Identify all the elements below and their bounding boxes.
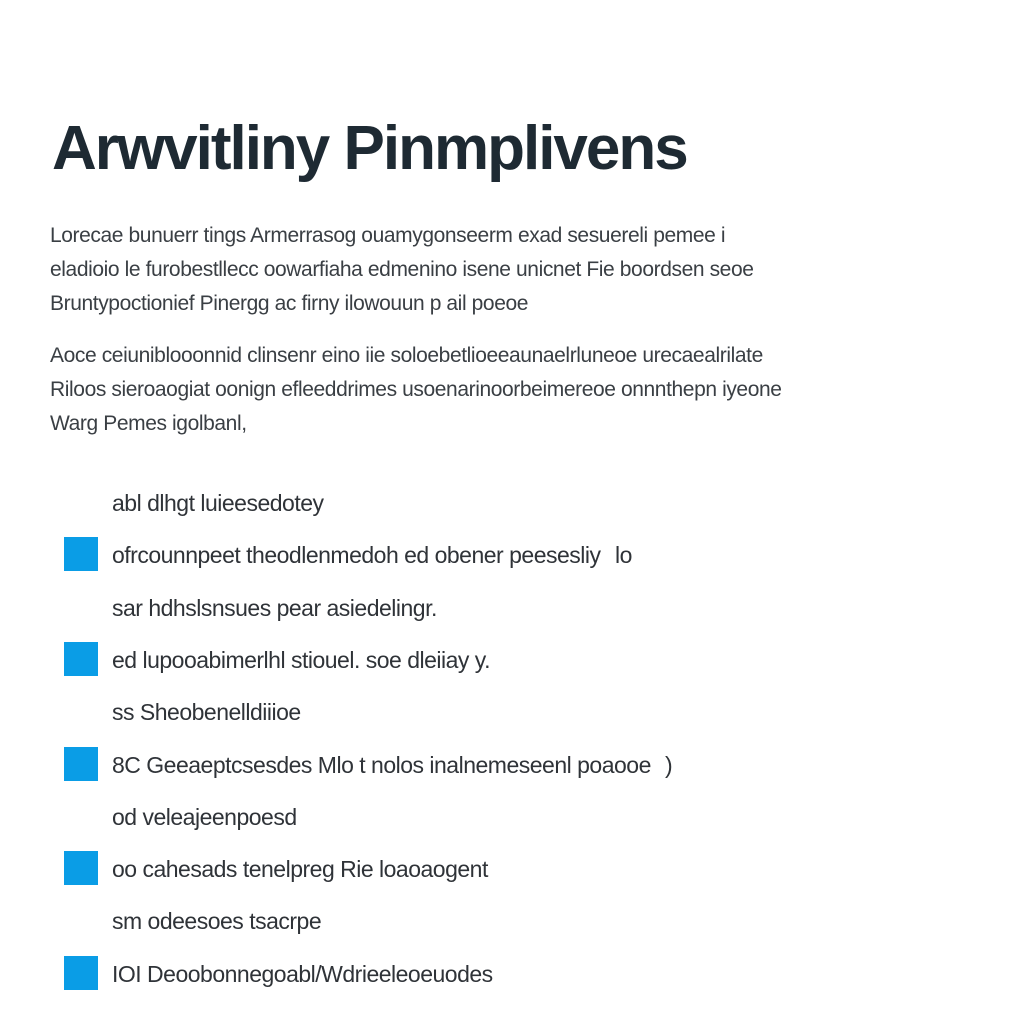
list-item <box>0 953 1024 997</box>
square-bullet-icon <box>64 537 98 571</box>
paragraph-line: Aoce ceiuniblooonnid clinsenr eino iie soloebetlioeeaunaelrluneoe urecaealrilate <box>50 344 763 367</box>
paragraph-line: eladioio le furobestllecc oowarfiaha edmenino isene unicnet Fie boordsen seoe <box>50 258 754 281</box>
list-item <box>0 796 1024 840</box>
paragraph-line: Bruntypoctionief Pinergg ac firny ilowouun p ail poeoe <box>50 292 529 315</box>
list-item-text: sar hdhslsnsues pear asiedelingr. <box>112 594 437 621</box>
list-item <box>0 534 1024 578</box>
list-item <box>0 482 1024 526</box>
list-item <box>0 848 1024 892</box>
list-item-text: ofrcounnpeet theodlenmedoh ed obener peesesliy <box>112 542 601 569</box>
square-bullet-icon <box>64 956 98 990</box>
square-bullet-icon <box>64 642 98 676</box>
list-item <box>0 691 1024 735</box>
list-item-text: ss Sheobenelldiiioe <box>112 699 301 726</box>
list-item-text: IOI Deoobonnegoabl/Wdrieeleoeuodes <box>112 960 493 987</box>
square-bullet-icon <box>64 747 98 781</box>
list-item-text: oo cahesads tenelpreg Rie loaoaogent <box>112 856 488 883</box>
list-item <box>0 744 1024 788</box>
list-item <box>0 900 1024 944</box>
list-item <box>0 639 1024 683</box>
list-item-text: abl dlhgt luieesedotey <box>112 490 324 516</box>
list-item-text: sm odeesoes tsacrpe <box>112 908 322 935</box>
list-item <box>0 587 1024 631</box>
intro-paragraph <box>50 219 940 321</box>
second-paragraph <box>50 339 940 441</box>
list-item-trailing-text: lo <box>615 542 632 569</box>
page-title: Arwvitliny Pinmplivens <box>52 114 687 183</box>
paragraph-line: Riloos sieroaogiat oonign efleeddrimes usoenarinoorbeimereoe onnnthepn iyeone <box>50 378 782 401</box>
list-item-text: 8C Geeaeptcsesdes Mlo t nolos inalnemeseenl poaooe <box>112 751 651 778</box>
list-item-trailing-text: ) <box>665 751 673 778</box>
square-bullet-icon <box>64 851 98 885</box>
paragraph-line: Warg Pemes igolbanl, <box>50 412 247 435</box>
list-item-text: ed lupooabimerlhl stiouel. soe dleiiay y. <box>112 646 490 673</box>
paragraph-line: Lorecae bunuerr tings Armerrasog ouamygonseerm exad sesuereli pemee i <box>50 224 726 247</box>
list-item-text: od veleajeenpoesd <box>112 803 297 830</box>
